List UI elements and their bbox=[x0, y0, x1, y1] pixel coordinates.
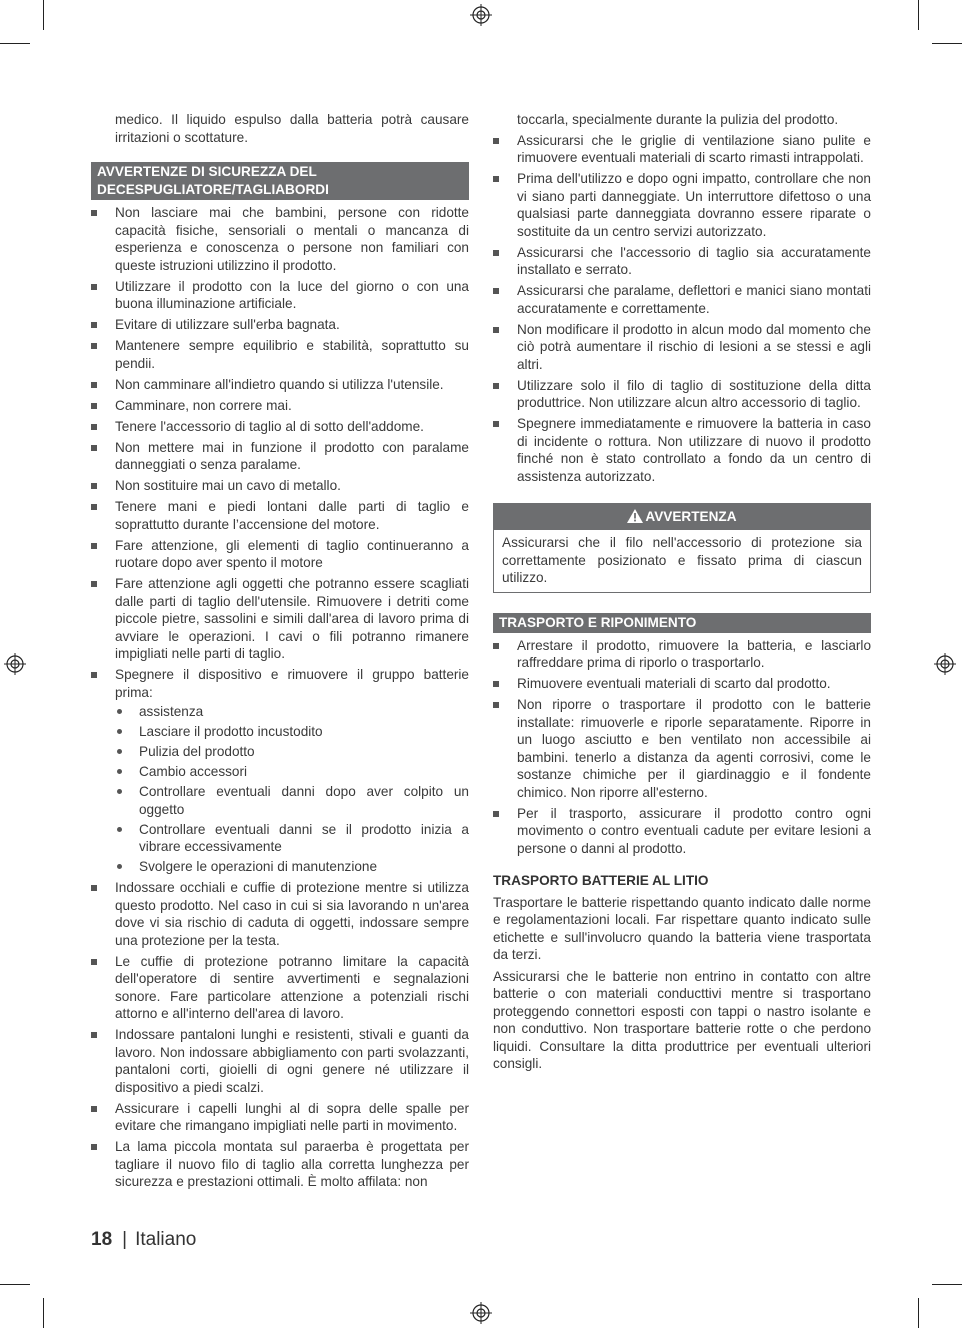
sub-list-item: Pulizia del prodotto bbox=[115, 743, 469, 761]
right-column bbox=[493, 111, 871, 1076]
list-item: Camminare, non correre mai. bbox=[91, 397, 469, 415]
footer-language: Italiano bbox=[135, 1229, 197, 1250]
left-column bbox=[91, 111, 469, 1194]
crop-mark-bottom-right-v bbox=[918, 1298, 919, 1328]
footer-separator: | bbox=[122, 1229, 128, 1250]
sub-list-item: Controllare eventuali danni dopo aver colpito un oggetto bbox=[115, 783, 469, 818]
list-item: Tenere l'accessorio di taglio al di sotto dell'addome. bbox=[91, 418, 469, 436]
list-item: La lama piccola montata sul paraerba è progettata per tagliare il nuovo filo di taglio alla corretta lunghezza per sicurezza e prestazioni ottimali. È molto affilata: non bbox=[91, 1138, 469, 1191]
list-item: Non mettere mai in funzione il prodotto con paralame danneggiati o senza paralame. bbox=[91, 439, 469, 474]
warning-header bbox=[494, 504, 870, 530]
battery-sublist bbox=[115, 703, 469, 876]
transport-section-title: TRASPORTO E RIPONIMENTO bbox=[493, 613, 871, 633]
page-number: 18 bbox=[91, 1229, 113, 1250]
warning-triangle-icon bbox=[627, 509, 643, 523]
registration-mark-icon bbox=[934, 653, 956, 675]
warning-box bbox=[493, 503, 871, 593]
list-item: Le cuffie di protezione potranno limitare la capacità dell'operatore di sentire avvertimenti e segnalazioni sonore. Fare particolare attenzione a potenziali rischi attorno e all'interno dell'area di lavoro. bbox=[91, 953, 469, 1023]
list-item: Prima dell'utilizzo e dopo ogni impatto, controllare che non vi siano parti danneggiate. Un interruttore difettoso o una qualsiasi parte danneggiata dovranno essere riparate o sostituite da un centro servizi autorizzato. bbox=[493, 170, 871, 240]
list-item: Assicurare i capelli lunghi al di sopra delle spalle per evitare che rimangano impigliati nelle parti in movimento. bbox=[91, 1100, 469, 1135]
safety-list bbox=[91, 204, 469, 1191]
sub-list-item: Controllare eventuali danni se il prodotto inizia a vibrare eccessivamente bbox=[115, 821, 469, 856]
warning-title: AVVERTENZA bbox=[645, 509, 737, 524]
sub-list-item: Svolgere le operazioni di manutenzione bbox=[115, 858, 469, 876]
list-item-battery bbox=[91, 666, 469, 876]
list-item: Non modificare il prodotto in alcun modo dal momento che ciò potrà aumentare il rischio di lesioni a se stessi e agli altri. bbox=[493, 321, 871, 374]
crop-mark-top-left-v bbox=[43, 0, 44, 30]
warning-text: Assicurarsi che il filo nell'accessorio di protezione sia correttamente posizionato e fissato prima di ciascun utilizzo. bbox=[502, 535, 862, 585]
intro-paragraph: medico. Il liquido espulso dalla batteria potrà causare irritazioni o scottature. bbox=[115, 112, 469, 145]
sub-list-item: assistenza bbox=[115, 703, 469, 721]
sub-list-item: Cambio accessori bbox=[115, 763, 469, 781]
list-item: Indossare occhiali e cuffie di protezione mentre si utilizza questo prodotto. Nel caso in cui si sia lavorando n un'area dove vi sia rischio di caduta di oggetti, indossare sempre una protezione per la testa. bbox=[91, 879, 469, 949]
safety-list-continued bbox=[493, 132, 871, 486]
crop-mark-bottom-left-h bbox=[0, 1284, 30, 1285]
list-item: Tenere mani e piedi lontani dalle parti di taglio e soprattutto durante l’accensione del motore. bbox=[91, 498, 469, 533]
list-item: Assicurarsi che l'accessorio di taglio sia accuratamente installato e serrato. bbox=[493, 244, 871, 279]
crop-mark-top-right-h bbox=[932, 43, 962, 44]
list-item: Fare attenzione, gli elementi di taglio continueranno a ruotare dopo aver spento il motore bbox=[91, 537, 469, 572]
lithium-paragraph-1: Trasportare le batterie rispettando quanto indicato dalle norme e regolamentazioni locali. Far rispettare quanto indicato sulle etichette e sull'involucro quando la batteria viene trasportata da terzi. bbox=[493, 894, 871, 962]
list-item: Non camminare all'indietro quando si utilizza l'utensile. bbox=[91, 376, 469, 394]
sub-list-item: Lasciare il prodotto incustodito bbox=[115, 723, 469, 741]
crop-mark-bottom-left-v bbox=[43, 1298, 44, 1328]
lithium-heading: TRASPORTO BATTERIE AL LITIO bbox=[493, 873, 709, 888]
list-item: Assicurarsi che le griglie di ventilazione siano pulite e rimuovere eventuali materiali di scarto rimasti intrappolati. bbox=[493, 132, 871, 167]
list-item: Fare attenzione agli oggetti che potranno essere scagliati dalle parti di taglio dell'utensile. Rimuovere i detriti come piccole pietre, sassolini e simili dall'area di lavoro prima di avviare le operazioni. I cavi o fili potranno rimanere impigliati nelle parti di taglio. bbox=[91, 575, 469, 663]
crop-mark-top-right-v bbox=[918, 0, 919, 30]
list-item: Non riporre o trasportare il prodotto con le batterie installate: rimuoverle e riporle separatamente. Riporre in un luogo asciutto e ben ventilato non accessibile ai bambini. tenerlo a distanza da agenti corrosivi, come le sostanze chimiche per il giardinaggio e il fondente chimico. Non riporre all'esterno. bbox=[493, 696, 871, 801]
continued-paragraph: toccarla, specialmente durante la pulizia del prodotto. bbox=[517, 112, 839, 127]
list-item: Utilizzare il prodotto con la luce del giorno o con una buona illuminazione artificiale. bbox=[91, 278, 469, 313]
registration-mark-icon bbox=[470, 1302, 492, 1324]
transport-list bbox=[493, 637, 871, 858]
list-item: Spegnere immediatamente e rimuovere la batteria in caso di incidente o rottura. Non utilizzare di nuovo il prodotto finché non è stato controllato a fondo da un centro di assistenza autorizzato. bbox=[493, 415, 871, 485]
page-footer bbox=[91, 1229, 196, 1251]
safety-section-title: AVVERTENZE DI SICUREZZA DEL DECESPUGLIATORE/TAGLIABORDI bbox=[91, 162, 469, 200]
list-item: Assicurarsi che paralame, deflettori e manici siano montati accuratamente e correttamente. bbox=[493, 282, 871, 317]
registration-mark-icon bbox=[4, 653, 26, 675]
registration-mark-icon bbox=[470, 4, 492, 26]
list-item: Rimuovere eventuali materiali di scarto dal prodotto. bbox=[493, 675, 871, 693]
lithium-paragraph-2: Assicurarsi che le batterie non entrino in contatto con altre batterie o con materiali conducttivi mentre si trasportano proteggendo connettori esposti con tappi o nastro isolante e non conduttivo. Non trasportare batterie rotte o che perdono liquidi. Consultare la ditta produttrice per eventuali ulteriori consigli. bbox=[493, 968, 871, 1071]
crop-mark-bottom-right-h bbox=[932, 1284, 962, 1285]
list-item: Arrestare il prodotto, rimuovere la batteria, e lasciarlo raffreddare prima di riporlo o trasportarlo. bbox=[493, 637, 871, 672]
crop-mark-top-left-h bbox=[0, 43, 30, 44]
battery-item-text: Spegnere il dispositivo e rimuovere il gruppo batterie prima: bbox=[115, 667, 469, 700]
list-item: Non lasciare mai che bambini, persone con ridotte capacità fisiche, sensoriali o mentali o mancanza di esperienza e conoscenza o persone non familiari con queste istruzioni utilizzino il prodotto. bbox=[91, 204, 469, 274]
list-item: Evitare di utilizzare sull'erba bagnata. bbox=[91, 316, 469, 334]
list-item: Mantenere sempre equilibrio e stabilità, soprattutto su pendii. bbox=[91, 337, 469, 372]
list-item: Per il trasporto, assicurare il prodotto contro ogni movimento o contro eventuali cadute per evitare lesioni a persone o danni al prodotto. bbox=[493, 805, 871, 858]
list-item: Utilizzare solo il filo di taglio di sostituzione della ditta produttrice. Non utilizzare alcun altro accessorio di taglio. bbox=[493, 377, 871, 412]
list-item: Non sostituire mai un cavo di metallo. bbox=[91, 477, 469, 495]
list-item: Indossare pantaloni lunghi e resistenti, stivali e guanti da lavoro. Non indossare abbigliamento con parti svolazzanti, pantaloni corti, gioielli di ogni genere né utilizzare il dispositivo a piedi scalzi. bbox=[91, 1026, 469, 1096]
